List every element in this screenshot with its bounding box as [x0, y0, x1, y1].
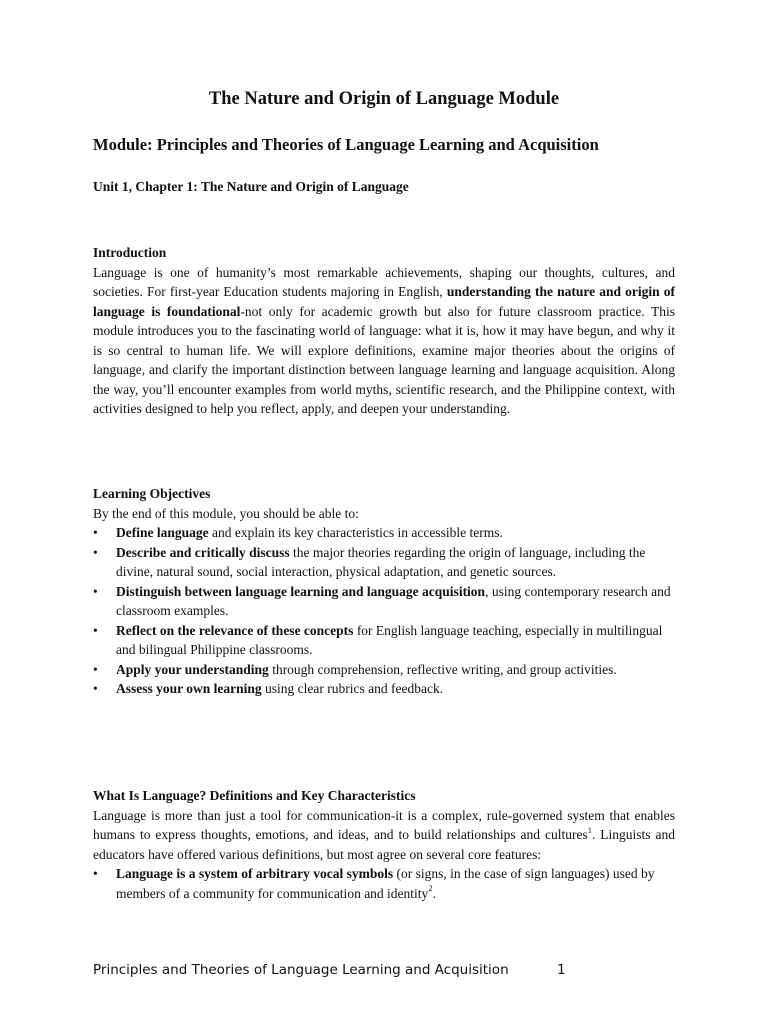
- bullet-icon: •: [93, 544, 98, 560]
- introduction-paragraph: [93, 263, 675, 419]
- bullet-icon: •: [93, 583, 98, 599]
- bullet-icon: •: [93, 681, 98, 696]
- definitions-list: [93, 864, 675, 903]
- definitions-heading: What Is Language? Definitions and Key Characteristics: [93, 788, 416, 803]
- intro-text-bold: understanding the nature and origin of language is foundational: [93, 284, 676, 319]
- footer-text: Principles and Theories of Language Learning and Acquisition: [93, 962, 509, 978]
- definition-bold: Language is a system of arbitrary vocal symbols: [116, 866, 394, 881]
- definitions-section: [93, 786, 675, 903]
- objectives-heading: Learning Objectives: [93, 486, 211, 501]
- objective-text: the major theories regarding the origin of language, including the divine, natural sound, social interaction, physical adaptation, and genetic sources.: [116, 544, 646, 579]
- footnote-ref-1[interactable]: 1: [587, 824, 592, 835]
- objectives-section: [93, 484, 675, 699]
- footnote-ref-2[interactable]: 2: [428, 883, 433, 893]
- introduction-section: [93, 243, 675, 419]
- definitions-text-b: . Linguists and educators have offered various definitions, but most agree on several core features:: [93, 827, 675, 862]
- objective-text: , using contemporary research and classroom examples.: [116, 583, 671, 618]
- objective-bold: Reflect on the relevance of these concepts: [116, 622, 354, 638]
- list-item: [93, 660, 675, 680]
- list-item: [93, 523, 675, 543]
- introduction-heading: Introduction: [93, 245, 167, 260]
- objective-bold: Distinguish between language learning and language acquisition: [116, 583, 486, 599]
- module-title: Module: Principles and Theories of Language Learning and Acquisition: [93, 135, 599, 154]
- bullet-icon: •: [93, 661, 98, 677]
- list-item: [93, 582, 675, 621]
- definitions-paragraph: [93, 806, 675, 865]
- objective-bold: Define language: [116, 525, 209, 540]
- unit-title: Unit 1, Chapter 1: The Nature and Origin of Language: [93, 179, 409, 194]
- definition-end: .: [432, 885, 436, 901]
- objective-bold: Assess your own learning: [116, 681, 262, 696]
- objectives-intro: By the end of this module, you should be able to:: [93, 505, 359, 521]
- objective-text: through comprehension, reflective writing, and group activities.: [268, 661, 617, 677]
- objective-text: for English language teaching, especially in multilingual and bilingual Philippine classrooms.: [116, 622, 663, 657]
- list-item: [93, 621, 675, 660]
- list-item: [93, 679, 675, 699]
- bullet-icon: •: [93, 622, 98, 638]
- definition-text: (or signs, in the case of sign languages) used by members of a community for communication and identity: [116, 866, 655, 901]
- definitions-text-a: Language is more than just a tool for communication-it is a complex, rule-governed system that enables humans to express thoughts, emotions, and ideas, and to build relationships and cultures: [93, 807, 675, 842]
- list-item: [93, 864, 675, 903]
- intro-text-b: -not only for academic growth but also for future classroom practice. This module introduces you to the fascinating world of language: what it is, how it may have begun, and why it is so central to human life. We will explore definitions, examine major theories about the origins of language, and clarify the important distinction between language learning and language acquisition. Along the way, you’ll encounter examples from world myths, scientific research, and the Philippine context, with activities designed to help you reflect, apply, and deepen your understanding.: [93, 303, 675, 416]
- list-item: [93, 543, 675, 582]
- objectives-list: [93, 523, 675, 699]
- objective-bold: Apply your understanding: [116, 661, 269, 677]
- objective-text: using clear rubrics and feedback.: [261, 681, 444, 696]
- intro-text-a: Language is one of humanity’s most remarkable achievements, shaping our thoughts, cultures, and societies. For first-year Education students majoring in English,: [93, 264, 675, 299]
- page-number: 1: [557, 962, 566, 978]
- objective-bold: Describe and critically discuss: [116, 544, 290, 560]
- bullet-icon: •: [93, 866, 98, 881]
- document-title: The Nature and Origin of Language Module: [208, 89, 560, 109]
- objective-text: and explain its key characteristics in accessible terms.: [208, 525, 503, 540]
- page-footer: [93, 962, 566, 978]
- bullet-icon: •: [93, 525, 98, 540]
